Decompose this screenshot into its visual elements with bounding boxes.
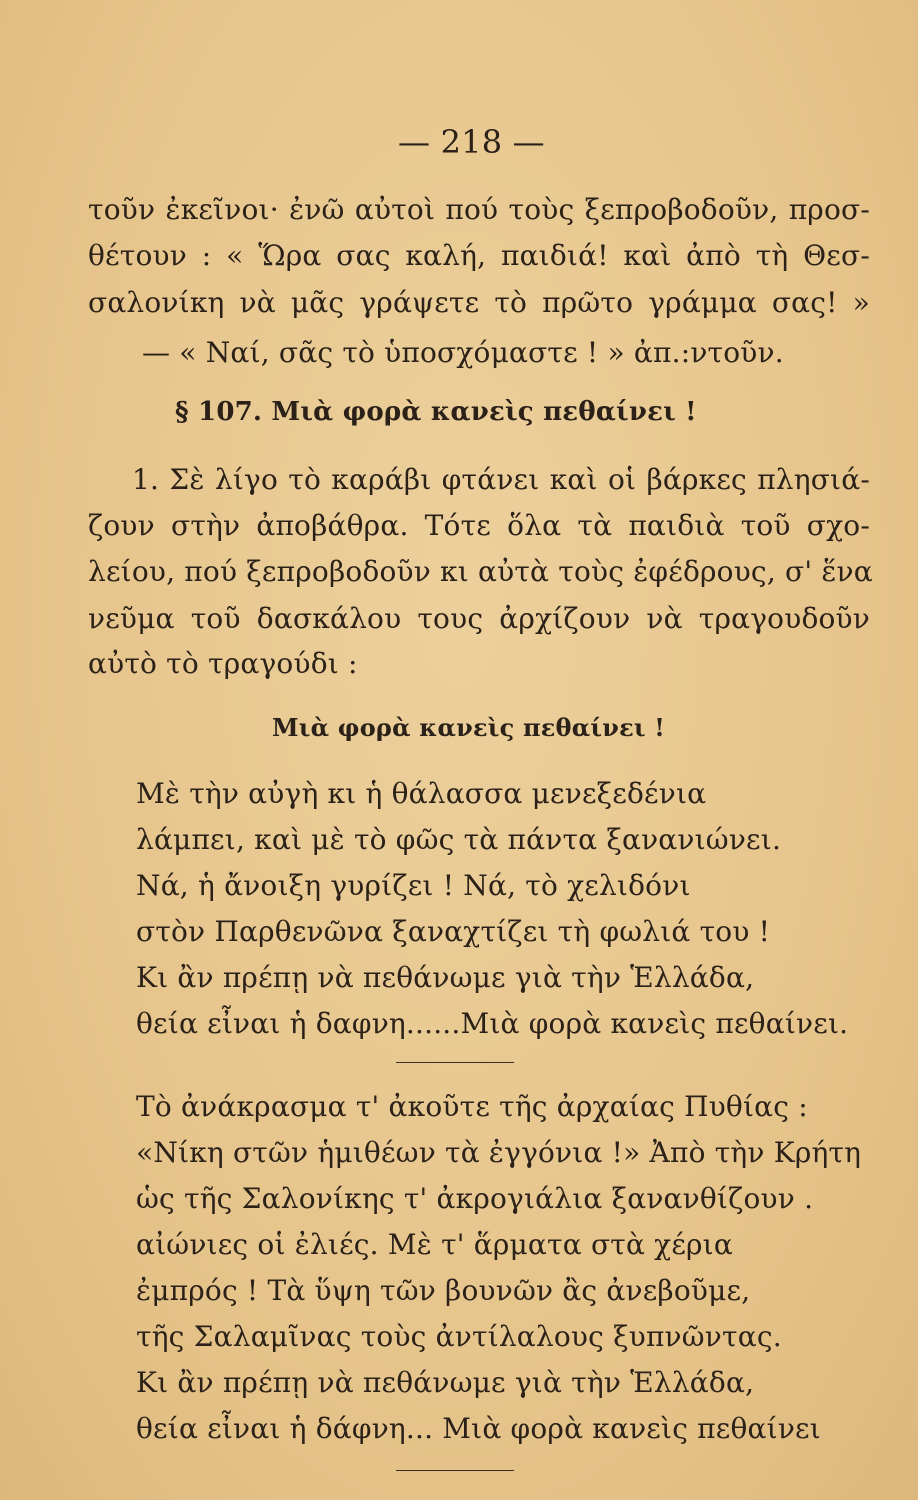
text-line: αὐτὸ τὸ τραγούδι : (88, 647, 358, 680)
text-line: θέτουν : « Ὥρα σας καλή, παιδιά! καὶ ἀπὸ τὴ Θεσ- (88, 239, 870, 272)
section-heading: § 107. Μιὰ φορὰ κανεὶς πεθαίνει ! (175, 397, 697, 427)
verse-line: «Νίκη στῶν ἡμιθέων τὰ ἐγγόνια !» Ἀπὸ τὴν Κρήτη (136, 1136, 862, 1169)
verse-line: θεία εἶναι ἡ δαφνη......Μιὰ φορὰ κανεὶς πεθαίνει. (136, 1007, 849, 1040)
verse-line: Κι ἂν πρέπῃ νὰ πεθάνωμε γιὰ τὴν Ἑλλάδα, (136, 961, 755, 994)
verse-line: Νά, ἡ ἄνοιξη γυρίζει ! Νά, τὸ χελιδόνι (136, 869, 691, 902)
verse-line: αἰώνιες οἱ ἐλιές. Μὲ τ' ἅρματα στὰ χέρια (136, 1228, 733, 1261)
verse-line: τῆς Σαλαμῖνας τοὺς ἀντίλαλους ξυπνῶντας. (136, 1320, 782, 1353)
text-line: — « Ναί, σᾶς τὸ ὑποσχόμαστε ! » ἀπ.:ντοῦν. (142, 336, 784, 369)
separator-rule (396, 1470, 514, 1471)
verse-line: ὡς τῆς Σαλονίκης τ' ἀκρογιάλια ξανανθίζουν . (136, 1182, 814, 1215)
verse-line: ἐμπρός ! Τὰ ὕψη τῶν βουνῶν ἂς ἀνεβοῦμε, (136, 1274, 751, 1307)
text-line: λείου, πού ξεπροβοδοῦν κι αὐτὰ τοὺς ἐφέδρους, σ' ἕνα (88, 555, 873, 588)
text-line: σαλονίκη νὰ μᾶς γράψετε τὸ πρῶτο γράμμα σας! » (88, 286, 870, 319)
text-line: ζουν στὴν ἀποβάθρα. Τότε ὅλα τὰ παιδιὰ τοῦ σχο- (88, 509, 870, 542)
verse-line: θεία εἶναι ἡ δάφνη... Μιὰ φορὰ κανεὶς πεθαίνει (136, 1412, 821, 1445)
page-number: — 218 — (398, 123, 545, 161)
verse-line: Κι ἂν πρέπῃ νὰ πεθάνωμε γιὰ τὴν Ἑλλάδα, (136, 1366, 755, 1399)
separator-rule (396, 1062, 514, 1063)
verse-line: λάμπει, καὶ μὲ τὸ φῶς τὰ πάντα ξανανιώνει. (136, 823, 782, 856)
verse-line: στὸν Παρθενῶνα ξαναχτίζει τὴ φωλιά του ! (136, 915, 771, 948)
text-line: 1. Σὲ λίγο τὸ καράβι φτάνει καὶ οἱ βάρκες πλησιά- (132, 463, 870, 496)
text-line: τοῦν ἐκεῖνοι· ἐνῶ αὐτοὶ πού τοὺς ξεπροβοδοῦν, προσ- (88, 193, 870, 226)
text-line: νεῦμα τοῦ δασκάλου τους ἀρχίζουν νὰ τραγουδοῦν (88, 602, 870, 635)
song-title: Μιὰ φορὰ κανεὶς πεθαίνει ! (272, 713, 665, 742)
verse-line: Τὸ ἀνάκρασμα τ' ἀκοῦτε τῆς ἀρχαίας Πυθίας : (136, 1090, 808, 1123)
verse-line: Μὲ τὴν αὐγὴ κι ἡ θάλασσα μενεξεδένια (136, 777, 707, 810)
